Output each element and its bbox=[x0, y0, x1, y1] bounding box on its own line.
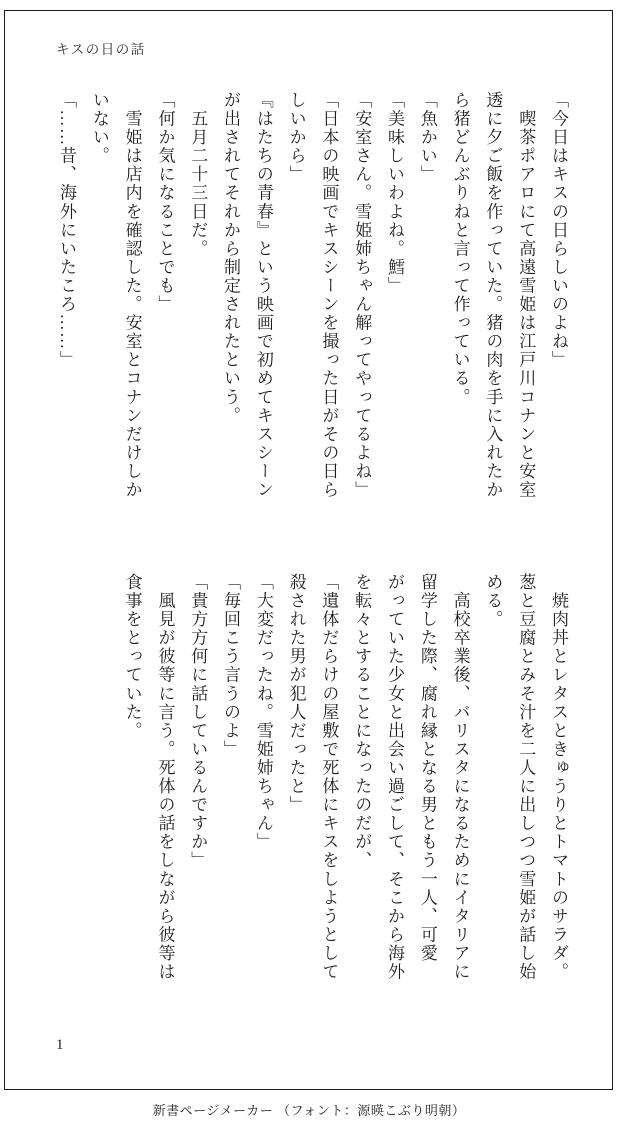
text-line: 「日本の映画でキスシーンを撮った日がその日ら bbox=[319, 91, 339, 500]
text-line: 「安室さん。雪姫姉ちゃん解ってやってるよね」 bbox=[352, 91, 372, 500]
text-line: 「遺体だらけの屋敷で死体にキスをしようとして bbox=[319, 573, 339, 982]
text-line: 「美味しいわよね。鱈」 bbox=[385, 91, 405, 296]
text-line: 喫茶ポアロにて高遠雪姫は江戸川コナンと安室 bbox=[516, 91, 536, 500]
text-block-top bbox=[49, 91, 574, 509]
text-line: 「大変だったね。雪姫姉ちゃん」 bbox=[253, 573, 273, 852]
text-line: 「毎回こう言うのよ」 bbox=[221, 573, 241, 759]
text-line: 「貴方方何に話しているんですか」 bbox=[188, 573, 208, 870]
text-line: 「……昔、海外にいたころ……」 bbox=[57, 91, 77, 370]
page-title: キスの日の話 bbox=[56, 42, 146, 57]
footer-note: 新書ページメーカー （フォント：源暎こぶり明朝） bbox=[152, 1103, 466, 1118]
page-number: 1 bbox=[56, 1037, 64, 1053]
text-line: 「魚かい」 bbox=[417, 91, 437, 184]
text-line: を転々とすることになったのだが、 bbox=[352, 573, 372, 870]
text-line: 殺された男が犯人だったと」 bbox=[286, 573, 306, 815]
text-line: しいから」 bbox=[286, 91, 306, 184]
text-line: 「今日はキスの日らしいのよね」 bbox=[549, 91, 568, 370]
text-line: いない。 bbox=[89, 91, 109, 166]
text-line: 「何か気になることでも」 bbox=[155, 91, 175, 314]
text-line: 留学した際、腐れ縁となる男ともう一人、可愛 bbox=[417, 573, 437, 963]
text-line: 葱と豆腐とみそ汁を二人に出しつつ雪姫が話し始 bbox=[516, 573, 536, 982]
text-line: 食事をとっていた。 bbox=[122, 573, 142, 740]
text-line: ら猪どんぶりねと言って作っている。 bbox=[450, 91, 470, 407]
text-line: がっていた少女と出会い過ごして、そこから海外 bbox=[385, 573, 405, 982]
text-block-bottom bbox=[115, 573, 574, 991]
text-line: 『はたちの青春』という映画で初めてキスシーン bbox=[253, 91, 273, 500]
text-line: 五月二十三日だ。 bbox=[188, 91, 208, 258]
text-line: 雪姫は店内を確認した。安室とコナンだけしか bbox=[122, 91, 142, 500]
text-line: 焼肉丼とレタスときゅうりとトマトのサラダ。 bbox=[549, 573, 568, 982]
page bbox=[4, 10, 613, 1090]
text-line: 風見が彼等に言う。死体の話をしながら彼等は bbox=[155, 573, 175, 982]
text-line: が出されてそれから制定されたという。 bbox=[221, 91, 241, 425]
text-line: 透に夕ご飯を作っていた。猪の肉を手に入れたか bbox=[483, 91, 503, 500]
text-line: 高校卒業後、バリスタになるためにイタリアに bbox=[450, 573, 470, 982]
text-line: める。 bbox=[483, 573, 503, 629]
